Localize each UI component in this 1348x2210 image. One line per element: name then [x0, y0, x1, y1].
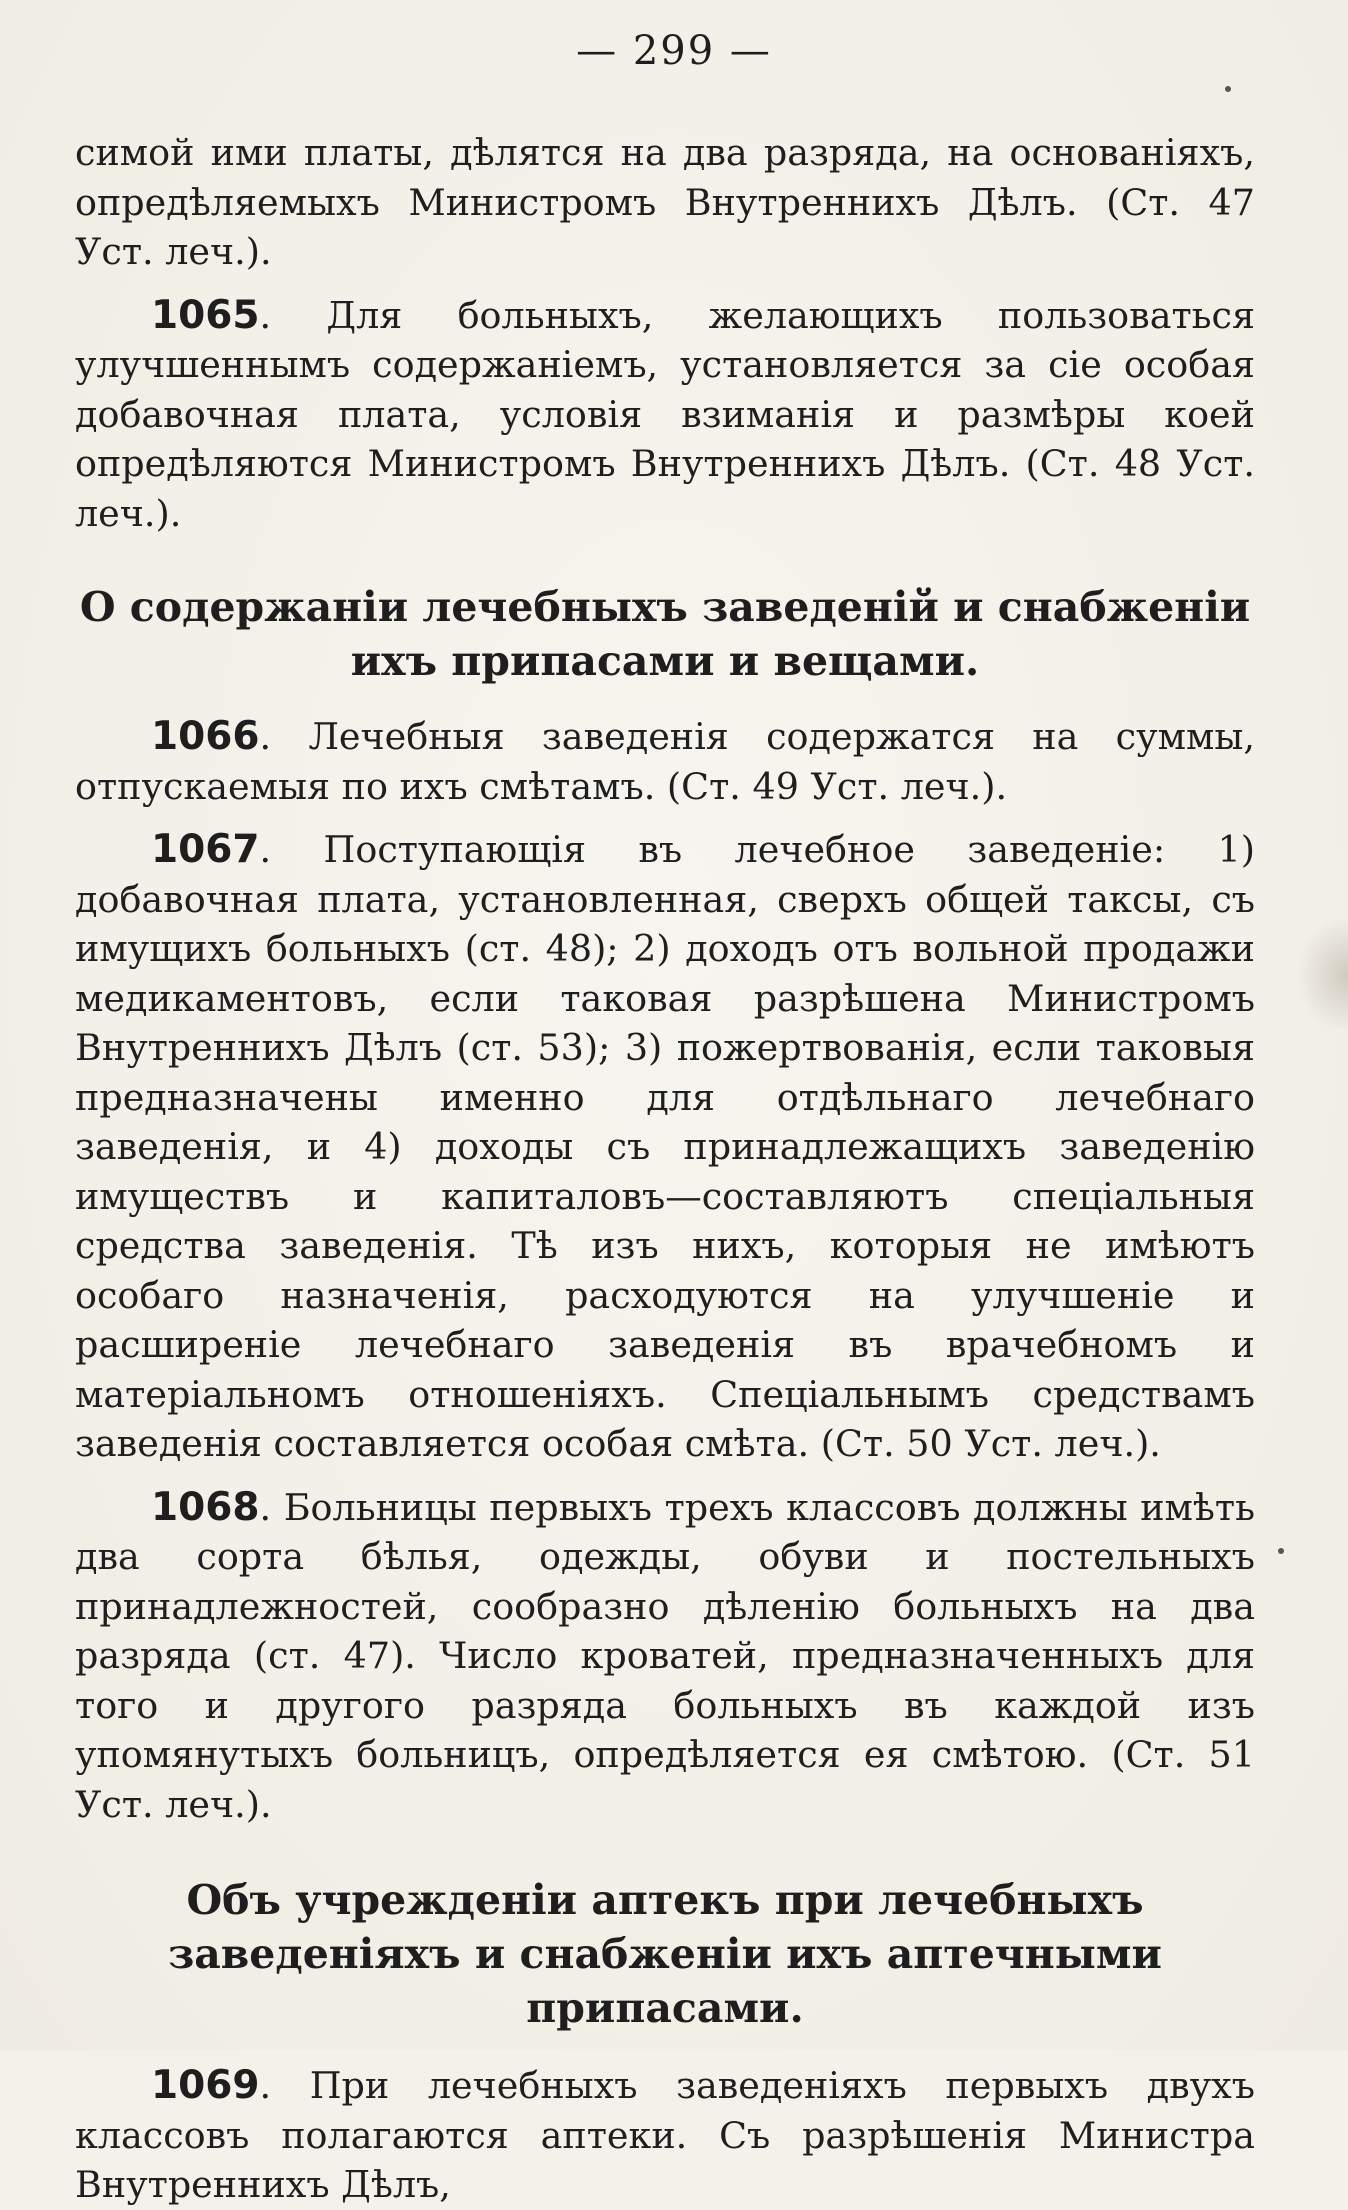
article-text: . Поступающія въ лечебное заведеніе: 1) добавочная плата, установленная, сверхъ общей таксы, съ имущихъ больныхъ (ст. 48); 2) доходъ отъ вольной продажи медикаментовъ, если таковая разрѣшена Министромъ Внутреннихъ Дѣлъ (ст. 53); 3) пожертвованія, если таковыя предназначены именно для отдѣльнаго лечебнаго заведенія, и 4) доходы съ принадлежащихъ заведенію имуществъ и капиталовъ—составляютъ спеціальныя средства заведенія. Тѣ изъ нихъ, которыя не имѣютъ особаго назначенія, расходуются на улучшеніе и расширеніе лечебнаго заведенія въ врачебномъ и матеріальномъ отношеніяхъ. Спеціальнымъ средствамъ заведенія составляется особая смѣта. (Ст. 50 Уст. леч.). [75, 828, 1255, 1465]
article-1065 [75, 291, 1255, 539]
article-number: 1065 [151, 292, 260, 338]
section-heading-maintenance: О содержаніи лечебныхъ заведеній и снабженіи ихъ припасами и вещами. [79, 583, 1251, 685]
article-text: . При лечебныхъ заведеніяхъ первыхъ двухъ классовъ полагаются аптеки. Съ разрѣшенія Министра Внутреннихъ Дѣлъ, [75, 2064, 1255, 2206]
article-number: 1066 [151, 714, 260, 759]
article-1066 [75, 712, 1255, 811]
article-number: 1068 [151, 1484, 260, 1530]
article-number: 1067 [151, 827, 260, 872]
article-text: . Лечебныя заведенія содержатся на суммы, отпускаемыя по ихъ смѣтамъ. (Ст. 49 Уст. леч.). [75, 715, 1255, 808]
articles-group-1 [75, 291, 1255, 539]
page-number: — 299 — [576, 28, 772, 74]
page-edge-smudge [1300, 920, 1348, 1030]
text-column [75, 128, 1255, 2210]
article-number: 1069 [151, 2063, 260, 2108]
section-heading-pharmacies: Объ учрежденіи аптекъ при лечебныхъ заведеніяхъ и снабженіи ихъ аптечными припасами. [168, 1876, 1162, 2032]
continued-paragraph: симой ими платы, дѣлятся на два разряда, на основаніяхъ, опредѣляемыхъ Министромъ Внутреннихъ Дѣлъ. (Ст. 47 Уст. леч.). [75, 131, 1255, 273]
article-text: . Для больныхъ, желающихъ пользоваться улучшеннымъ содержаніемъ, установляется за сіе особая добавочная плата, условія взиманія и размѣры коей опредѣляются Министромъ Внутреннихъ Дѣлъ. (Ст. 48 Уст. леч.). [75, 293, 1255, 535]
ink-speck [1225, 86, 1231, 92]
articles-group-3 [75, 2061, 1255, 2210]
article-text: . Больницы первыхъ трехъ классовъ должны имѣть два сорта бѣлья, одежды, обуви и постельныхъ принадлежностей, сообразно дѣленію больныхъ на два разряда (ст. 47). Число кроватей, предназначенныхъ для того и другого разряда больныхъ въ каждой изъ упомянутыхъ больницъ, опредѣляется ея смѣтою. (Ст. 51 Уст. леч.). [75, 1485, 1255, 1826]
ink-speck [1278, 1548, 1284, 1554]
article-1069 [75, 2061, 1255, 2210]
article-1067 [75, 825, 1255, 1469]
article-1068 [75, 1483, 1255, 1830]
articles-group-2 [75, 712, 1255, 1829]
